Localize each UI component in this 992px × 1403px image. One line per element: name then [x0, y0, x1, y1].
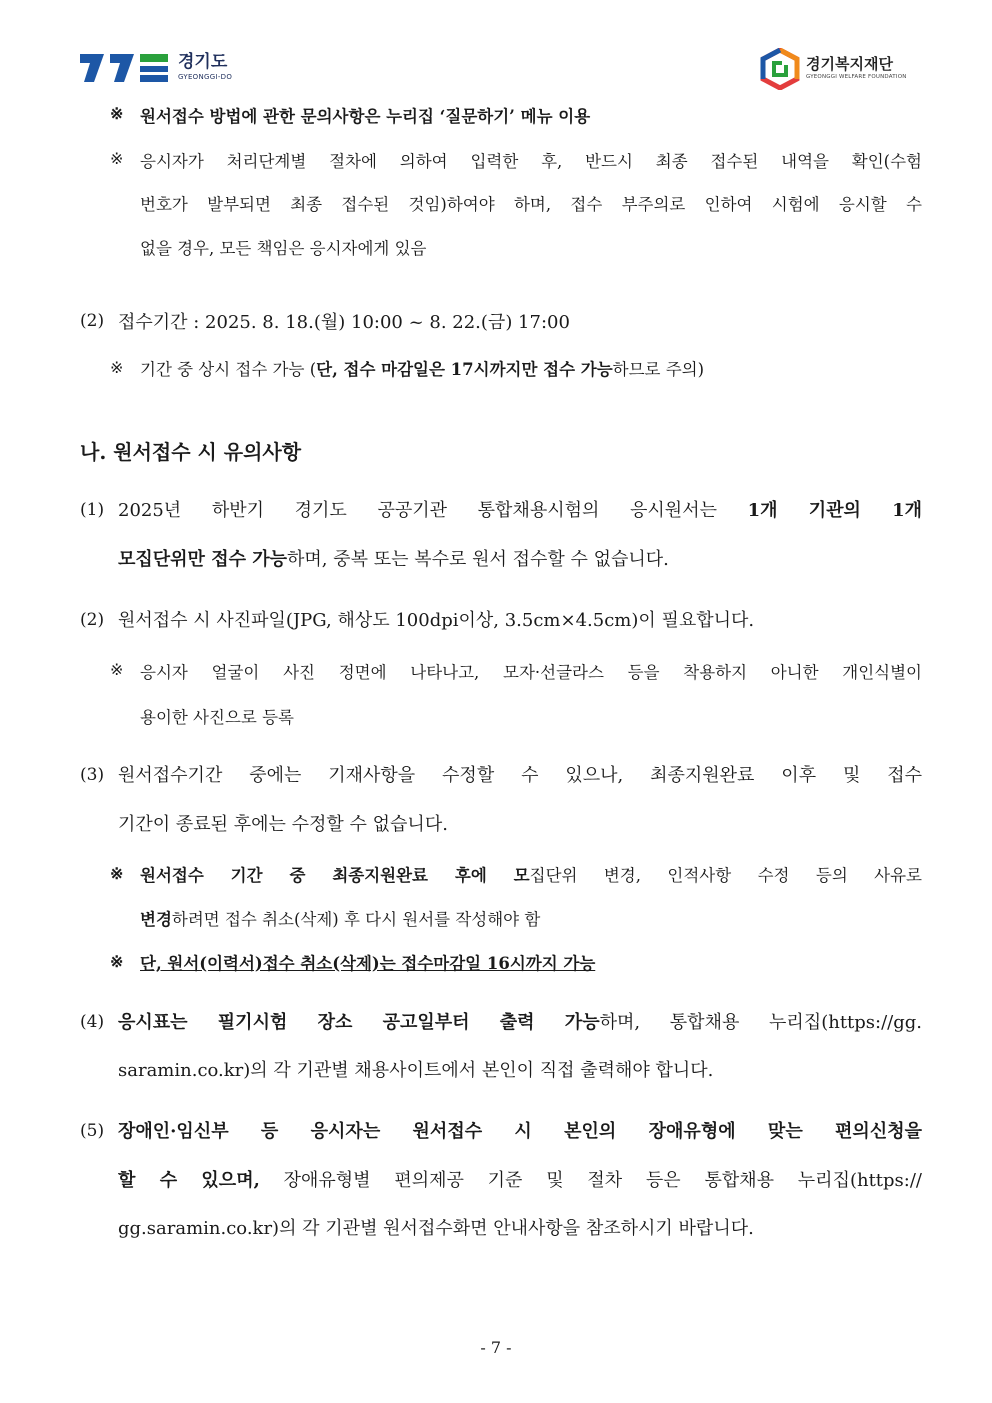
item4-line2: saramin.co.kr)의 각 기관별 채용사이트에서 본인이 직접 출력해야 합니다.: [118, 1060, 714, 1081]
item3-line1: 원서접수기간 중에는 기재사항을 수정할 수 있으나, 최종지원완료 이후 및 접수: [118, 765, 922, 786]
period-note-deadline: 단, 접수 마감일은 17시까지만 접수 가능: [316, 360, 613, 379]
item1-line1: [118, 496, 922, 522]
item5-line2-bold: 할 수 있으며,: [118, 1170, 260, 1191]
item1-line2-bold: 모집단위만 접수 가능: [118, 549, 288, 570]
reference-mark: ※: [110, 660, 124, 679]
item3-note2-text: 하려면 접수 취소(삭제) 후 다시 원서를 작성해야 함: [171, 910, 541, 929]
item5-number: (5): [80, 1121, 105, 1141]
section-title: 나. 원서접수 시 유의사항: [80, 440, 302, 464]
item4-number: (4): [80, 1012, 105, 1032]
reference-mark: ※: [110, 952, 124, 971]
welfare-foundation-emblem-icon: [760, 48, 800, 90]
item4-line1: [118, 1008, 922, 1034]
item2-note-line: 응시자 얼굴이 사진 정면에 나타나고, 모자·선글라스 등을 착용하지 아니한 개인식별이: [140, 663, 922, 682]
gyeonggi-do-emblem-icon: [78, 50, 170, 84]
reference-mark: ※: [110, 864, 124, 883]
item2-number: (2): [80, 610, 105, 630]
item1-line1-text: 2025년 하반기 경기도 공공기관 통합채용시험의 응시원서는: [118, 500, 748, 521]
item4-line1-bold: 응시표는 필기시험 장소 공고일부터 출력 가능: [118, 1012, 600, 1033]
gyeonggi-do-name: 경기도: [178, 51, 228, 72]
item3-note1-text: 집단위 변경, 인적사항 수정 등의 사유로: [529, 866, 922, 885]
gyeonggi-do-logo: [78, 50, 232, 84]
item1-line1-bold: 1개 기관의 1개: [747, 500, 922, 521]
page-number: - 7 -: [480, 1338, 512, 1357]
period-number: (2): [80, 311, 105, 331]
item3-note1-bold: 원서접수 기간 중 최종지원완료 후에 모: [140, 866, 530, 885]
item3-line2: 기간이 종료된 후에는 수정할 수 없습니다.: [118, 814, 448, 835]
item3-number: (3): [80, 765, 105, 785]
item1-line2-text: 하며, 중복 또는 복수로 원서 접수할 수 없습니다.: [287, 549, 669, 570]
gyeonggi-welfare-logo: [760, 48, 907, 90]
gyeonggi-do-eng: GYEONGGI-DO: [178, 72, 233, 81]
item3-note2: [140, 906, 540, 930]
confirm-note-line: 응시자가 처리단계별 절차에 의하여 입력한 후, 반드시 최종 접수된 내역을 확인(수험: [140, 152, 922, 171]
reference-mark: ※: [110, 149, 124, 168]
reference-mark: ※: [110, 104, 124, 123]
item1-number: (1): [80, 500, 105, 520]
welfare-foundation-eng: GYEONGGI WELFARE FOUNDATION: [806, 74, 907, 81]
item5-line3: gg.saramin.co.kr)의 각 기관별 원서접수화면 안내사항을 참조하시기 바랍니다.: [118, 1218, 754, 1239]
period-note-pre: 기간 중 상시 접수 가능: [140, 360, 310, 379]
reference-mark: ※: [110, 358, 124, 377]
item1-line2: [118, 545, 669, 571]
period-note: [140, 356, 704, 380]
welfare-foundation-name: 경기복지재단: [806, 55, 893, 74]
period-note-paren: (: [309, 360, 317, 379]
item4-line1-text: 하며, 통합채용 누리집(https://gg.: [599, 1012, 923, 1033]
item5-line2-text: 장애유형별 편의제공 기준 및 절차 등은 통합채용 누리집(https://: [259, 1170, 922, 1191]
confirm-note-line: 번호가 발부되면 최종 접수된 것임)하여야 하며, 접수 부주의로 인하여 시험에 응시할 수: [140, 195, 922, 214]
item3-note2-bold: 변경: [140, 910, 172, 929]
period-text: 접수기간 : 2025. 8. 18.(월) 10:00 ~ 8. 22.(금) 17:00: [118, 312, 570, 333]
inquiry-note: 원서접수 방법에 관한 문의사항은 누리집 ‘질문하기’ 메뉴 이용: [140, 107, 591, 126]
item2-text: 원서접수 시 사진파일(JPG, 해상도 100dpi이상, 3.5cm×4.5cm)이 필요합니다.: [118, 610, 755, 631]
confirm-note-line: 없을 경우, 모든 책임은 응시자에게 있음: [140, 239, 427, 258]
item3-note1: [140, 862, 922, 886]
period-note-post: 하므로 주의): [612, 360, 705, 379]
item3-note3: 단, 원서(이력서)접수 취소(삭제)는 접수마감일 16시까지 가능: [140, 954, 596, 973]
item2-note-line: 용이한 사진으로 등록: [140, 708, 294, 727]
item5-line2: [118, 1166, 922, 1192]
item5-line1: 장애인·임신부 등 응시자는 원서접수 시 본인의 장애유형에 맞는 편의신청을: [118, 1121, 922, 1142]
page-header: [0, 0, 992, 100]
